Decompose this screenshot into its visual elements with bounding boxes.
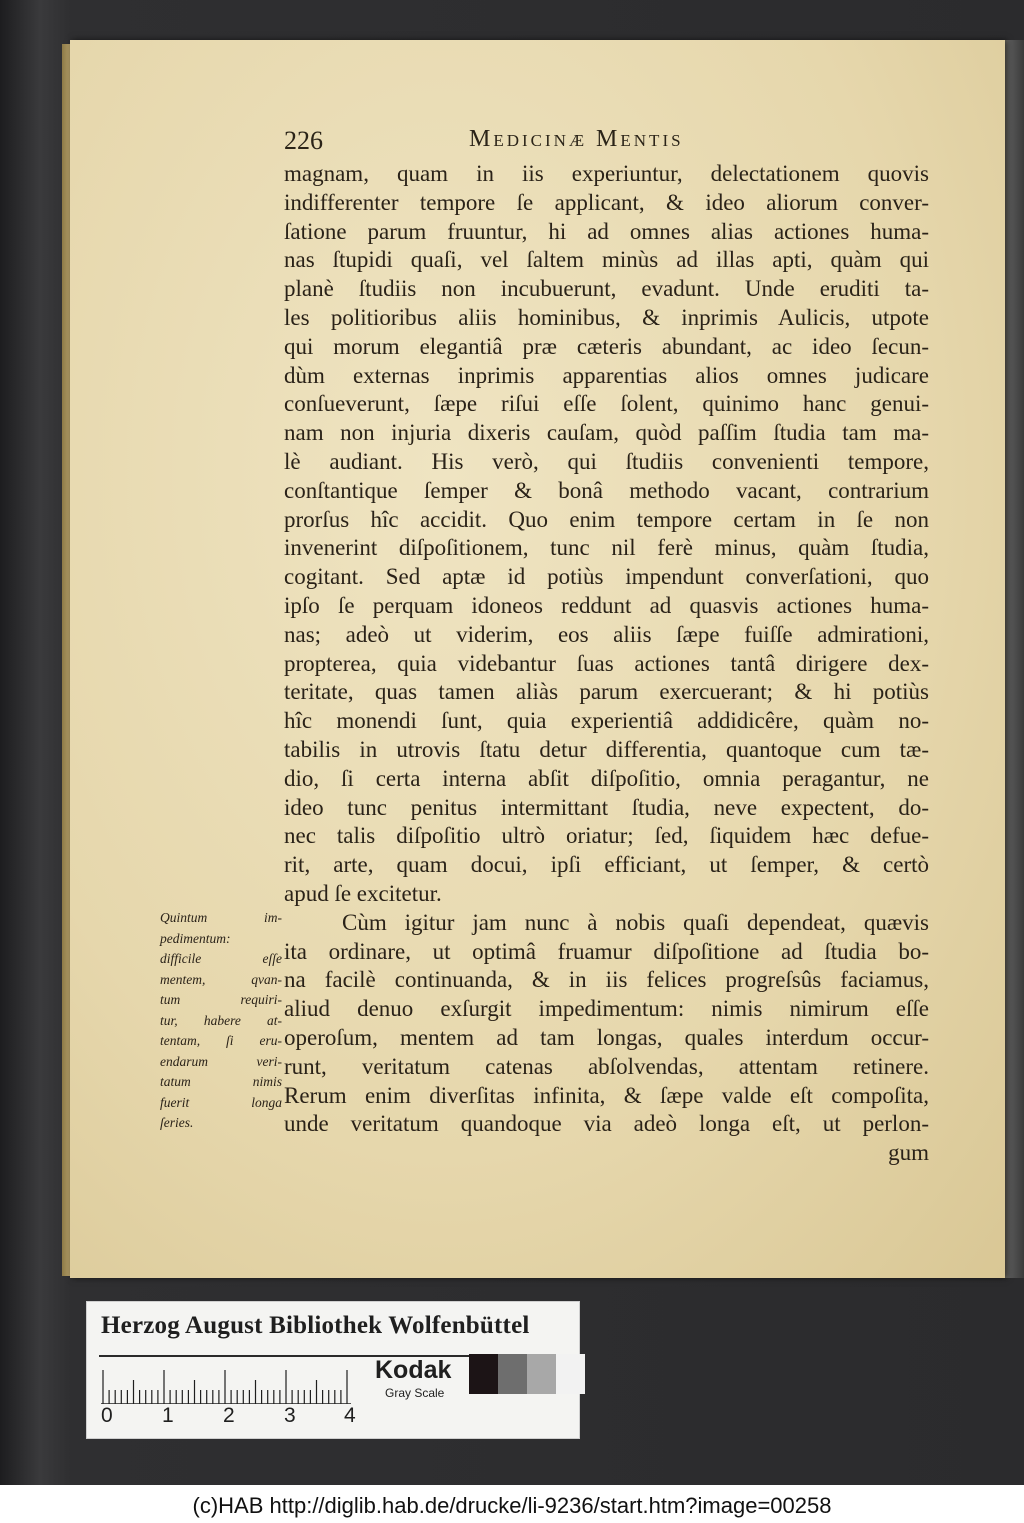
catchword: gum [888, 1140, 929, 1166]
text-line: dùm externas inprimis apparentias alios omnes judicare [284, 362, 929, 388]
text-line: aliud denuo exſurgit impedimentum: nimis nimirum eſſe [284, 996, 929, 1022]
marginal-note [160, 908, 282, 1134]
text-line: runt, veritatum catenas abſolvendas, attentam retinere. [284, 1053, 929, 1079]
swatch-dark-gray [498, 1354, 527, 1394]
text-line: na facilè continuanda, & in iis felices progreſsûs faciamus, [284, 967, 929, 993]
text-line: prorſus hîc accidit. Quo enim tempore certam in ſe non [284, 506, 929, 532]
text-line: teritate, quas tamen aliàs parum exercuerant; & hi potiùs [284, 679, 929, 705]
text-line: Rerum enim diverſitas infinita, & ſæpe valde eſt compoſita, [284, 1082, 929, 1108]
text-line: planè ſtudiis non incubuerunt, evadunt. Unde eruditi ta- [284, 276, 929, 302]
marginal-line: Quintum im- [160, 910, 282, 925]
ruler-label: 1 [162, 1404, 174, 1427]
text-line: les politioribus aliis hominibus, & inprimis Aulicis, utpote [284, 304, 929, 330]
text-line: operoſum, mentem ad tam longas, quales interdum occur- [284, 1024, 929, 1050]
kodak-logo: Kodak [375, 1356, 452, 1384]
credit-bar [0, 1485, 1024, 1523]
credit-text: (c)HAB http://diglib.hab.de/drucke/li-9236/start.htm?image=00258 [192, 1493, 832, 1518]
swatch-black [469, 1354, 498, 1394]
marginal-line: mentem, qvan- [160, 971, 282, 987]
text-line: ipſo ſe perquam idoneos reddunt ad quasvis actiones huma- [284, 592, 929, 618]
text-line: propterea, quia videbantur ſuas actiones tantâ dirigere dex- [284, 650, 929, 676]
text-line: nas; adeò ut viderim, eos aliis ſæpe fuiſſe admirationi, [284, 621, 929, 647]
ruler-label: 3 [284, 1404, 296, 1427]
text-line: hîc monendi ſunt, quia experientiâ addidicêre, quàm no- [284, 708, 929, 734]
text-line: Cùm igitur jam nunc à nobis quaſi dependeat, quævis [342, 909, 929, 935]
swatch-white [556, 1354, 585, 1394]
library-name: Herzog August Bibliothek Wolfenbüttel [101, 1312, 530, 1339]
text-line: nam non injuria dixeris cauſam, quòd paſſim ſtudia tam ma- [284, 420, 929, 446]
ruler-label: 2 [223, 1404, 235, 1427]
marginal-line: pedimentum: [160, 930, 231, 946]
text-line: dio, ſi certa interna abſit diſpoſitio, omnia peragantur, ne [284, 765, 929, 791]
color-calibration-card [86, 1301, 580, 1439]
marginal-line: tur, habere at- [160, 1012, 282, 1028]
text-line: tabilis in utrovis ſtatu detur differentia, quantoque cum tæ- [284, 736, 929, 762]
text-line: invenerint diſpoſitionem, tunc nil ferè minus, quàm ſtudia, [284, 535, 929, 561]
marginal-line: fuerit longa [160, 1094, 282, 1110]
text-line: nec talis diſpoſitio ultrò oriatur; ſed, ſiquidem hæc defue- [284, 823, 929, 849]
swatch-light-gray [527, 1354, 556, 1394]
text-line: ideo tunc penitus intermittant ſtudia, neve expectent, do- [284, 794, 929, 820]
text-line: magnam, quam in iis experiuntur, delectationem quovis [284, 161, 929, 186]
marginal-line: tentam, ſi eru- [160, 1033, 282, 1048]
text-line: ſatione parum fruuntur, hi ad omnes alias actiones huma- [284, 218, 929, 244]
text-line: qui morum elegantiâ præ cæteris abundant, ac ideo ſecun- [284, 333, 929, 359]
text-line: rit, arte, quam docui, ipſi efficiant, ut ſemper, & certò [284, 852, 929, 878]
text-line: ita ordinare, ut optimâ fruamur diſpoſitione ad ſtudia bo- [284, 938, 929, 964]
running-head [284, 126, 929, 160]
page-number: 226 [284, 126, 323, 155]
ruler-scale [101, 1370, 351, 1404]
body-text [284, 160, 929, 1168]
text-line: apud ſe excitetur. [284, 880, 442, 906]
ruler-label: 0 [101, 1404, 113, 1427]
gray-scale-label: Gray Scale [385, 1386, 445, 1400]
text-line: lè audiant. His verò, qui ſtudiis convenienti tempore, [284, 448, 929, 474]
text-line: cogitant. Sed aptæ id potiùs impendunt converſationi, quo [284, 564, 929, 590]
text-line: unde veritatum quandoque via adeò longa eſt, ut perlon- [284, 1111, 929, 1137]
text-line: indifferenter tempore ſe applicant, & ideo aliorum conver- [284, 189, 929, 215]
marginal-line: tum requiri- [160, 992, 282, 1007]
ruler-label: 4 [344, 1404, 356, 1427]
text-line: conſueverunt, ſæpe riſui eſſe ſolent, quinimo hanc genui- [284, 391, 929, 417]
marginal-line: tatum nimis [160, 1074, 282, 1089]
marginal-line: ſeries. [160, 1115, 194, 1130]
text-line: nas ſtupidi quaſi, vel ſaltem minùs ad illas apti, quàm qui [284, 247, 929, 273]
marginal-line: difficile eſſe [160, 951, 282, 966]
text-line: conſtantique ſemper & bonâ methodo vacant, contrarium [284, 477, 929, 503]
marginal-line: endarum veri- [160, 1053, 282, 1069]
running-title: Medicinæ Mentis [469, 126, 684, 152]
